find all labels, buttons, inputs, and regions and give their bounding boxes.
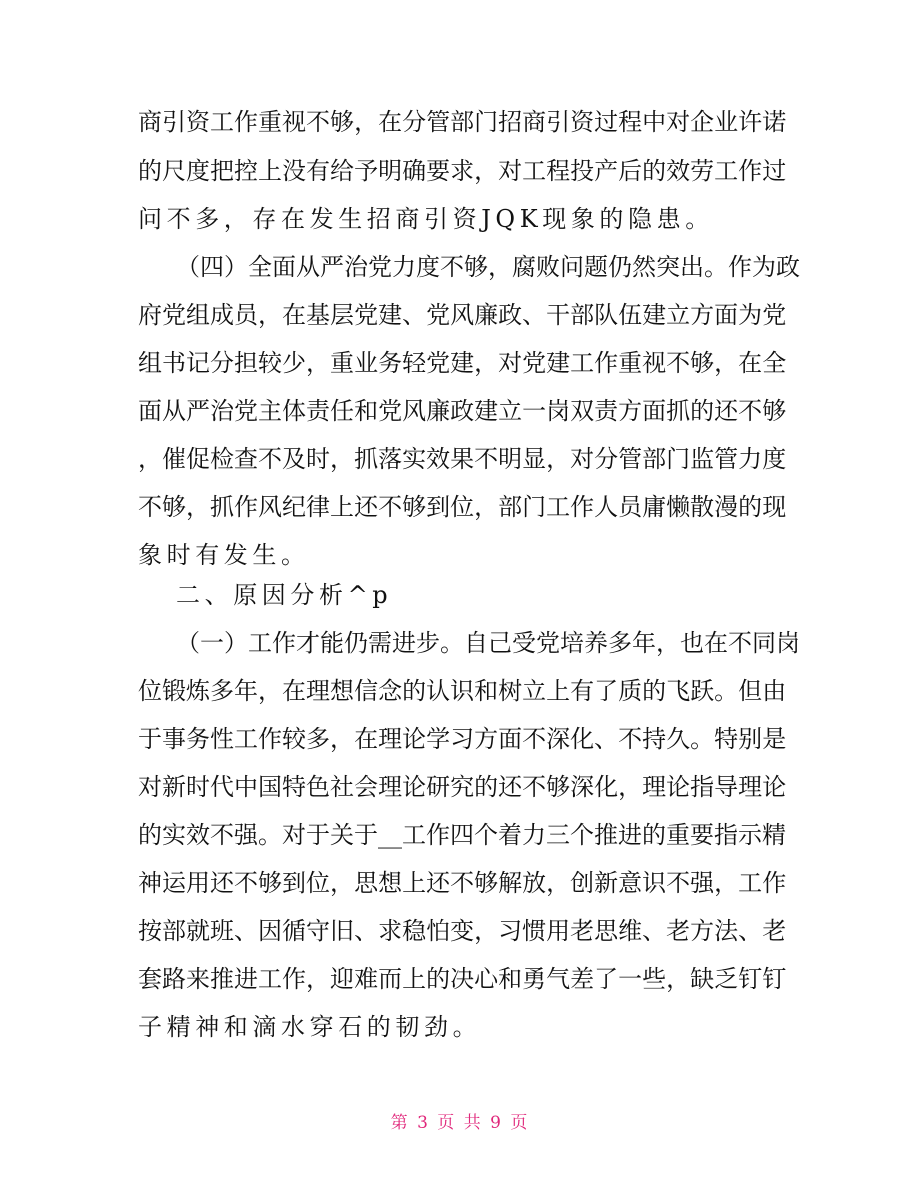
body-line: 套路来推进工作，迎难而上的决心和勇气差了一些，缺乏钉钉 xyxy=(138,965,787,993)
body-line: 组书记分担较少，重业务轻党建，对党建工作重视不够，在全 xyxy=(138,349,787,377)
body-line: 按部就班、因循守旧、求稳怕变，习惯用老思维、老方法、老 xyxy=(138,917,787,945)
body-line: 商引资工作重视不够，在分管部门招商引资过程中对企业许诺 xyxy=(138,108,787,136)
body-line: 面从严治党主体责任和党风廉政建立一岗双责方面抓的还不够 xyxy=(138,397,787,425)
body-line: 的尺度把控上没有给予明确要求，对工程投产后的效劳工作过 xyxy=(138,157,787,185)
section-heading-line: （四）全面从严治党力度不够，腐败问题仍然突出。作为政 xyxy=(176,253,800,281)
body-line: 府党组成员，在基层党建、党风廉政、干部队伍建立方面为党 xyxy=(138,301,787,329)
body-line: 子精神和滴水穿石的韧劲。 xyxy=(138,1013,482,1041)
body-line: 不够，抓作风纪律上还不够到位，部门工作人员庸懒散漫的现 xyxy=(138,493,787,521)
body-line: 神运用还不够到位，思想上还不够解放，创新意识不强，工作 xyxy=(138,869,787,897)
section-heading: 二、原因分析^p xyxy=(176,581,393,609)
body-line: ，催促检查不及时，抓落实效果不明显，对分管部门监管力度 xyxy=(138,445,787,473)
body-line: 于事务性工作较多，在理论学习方面不深化、不持久。特别是 xyxy=(138,725,787,753)
subsection-heading-line: （一）工作才能仍需进步。自己受党培养多年，也在不同岗 xyxy=(176,629,800,657)
body-line: 象时有发生。 xyxy=(138,541,310,569)
body-line: 的实效不强。对于关于__工作四个着力三个推进的重要指示精 xyxy=(138,821,786,849)
page-number-footer: 第 3 页 共 9 页 xyxy=(390,1113,530,1133)
body-line: 位锻炼多年，在理想信念的认识和树立上有了质的飞跃。但由 xyxy=(138,677,787,705)
body-line: 对新时代中国特色社会理论研究的还不够深化，理论指导理论 xyxy=(138,773,787,801)
body-line: 问不多，存在发生招商引资JQK现象的隐患。 xyxy=(138,205,714,233)
